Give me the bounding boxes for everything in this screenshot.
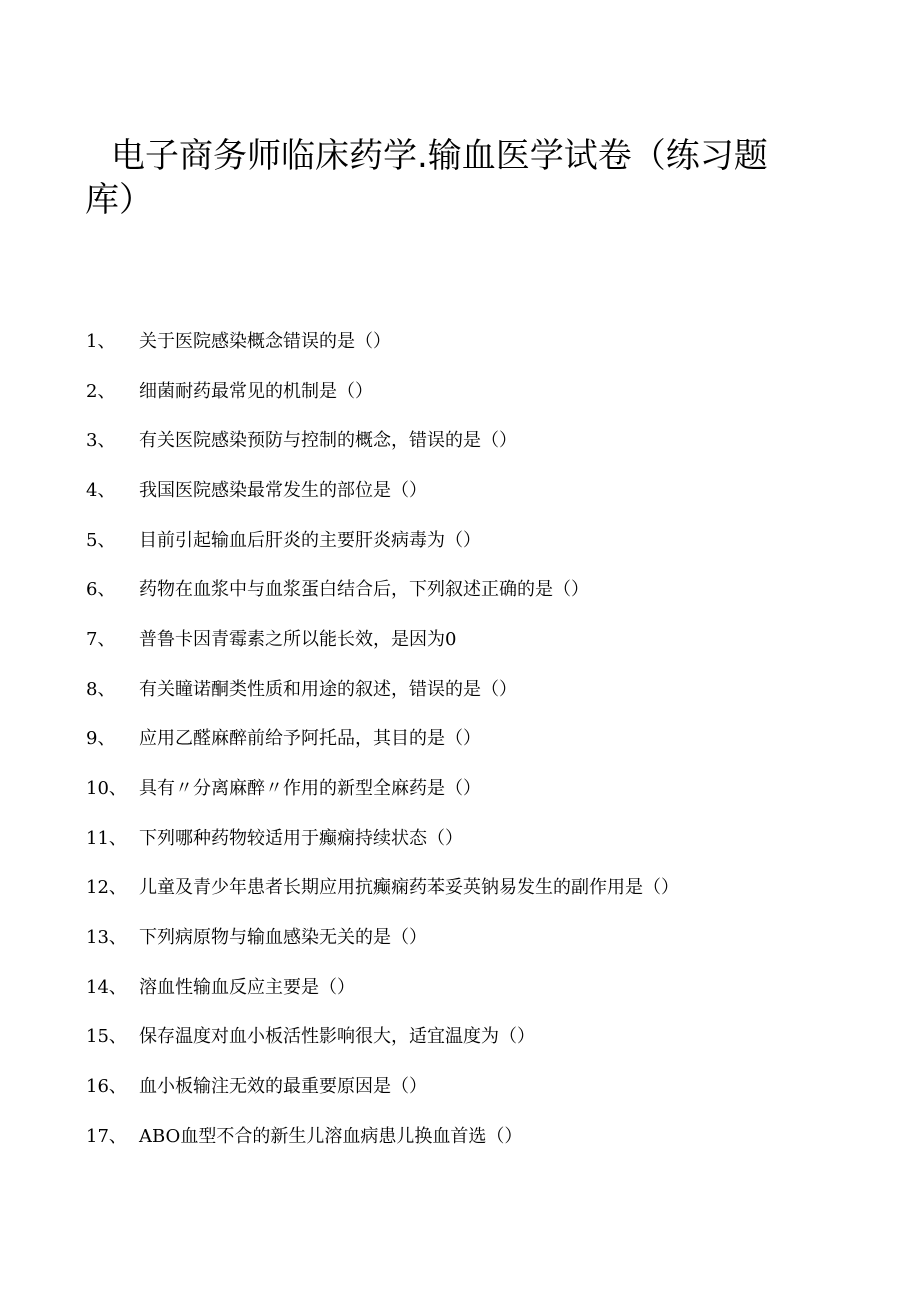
question-number: 8、 [86,678,116,700]
question-text: 应用乙醛麻醉前给予阿托品，其目的是（） [139,728,481,750]
question-text: 有关医院感染预防与控制的概念，错误的是（） [139,430,517,452]
page-title: 电子商务师临床药学.输血医学试卷（练习题库） [85,136,768,220]
question-item [86,365,886,415]
question-text: 有关瞳诺酮类性质和用途的叙述，错误的是（） [139,678,517,700]
question-item [86,663,886,713]
question-number: 5、 [86,529,116,551]
question-number: 1、 [86,330,116,352]
question-number: 6、 [86,579,116,601]
question-text: 我国医院感染最常发生的部位是（） [139,479,427,501]
question-number: 9、 [86,728,116,750]
question-item [86,315,886,365]
question-number: 7、 [86,628,116,650]
question-item [86,514,886,564]
question-item [86,862,886,912]
question-text: 药物在血浆中与血浆蛋白结合后，下列叙述正确的是（） [139,579,589,601]
question-item [86,563,886,613]
question-number: 14、 [86,976,127,998]
question-text: 血小板输注无效的最重要原因是（） [139,1076,427,1098]
question-number: 3、 [86,430,116,452]
question-number: 17、 [86,1125,127,1147]
question-text: 下列哪种药物较适用于癫痫持续状态（） [139,827,463,849]
question-number: 2、 [86,380,116,402]
question-item [86,961,886,1011]
question-text: 下列病原物与输血感染无关的是（） [139,927,427,949]
question-text: 溶血性输血反应主要是（） [139,976,355,998]
question-item [86,713,886,763]
question-item [86,464,886,514]
question-text: 关于医院感染概念错误的是（） [139,330,391,352]
question-text: 儿童及青少年患者长期应用抗癫痫药苯妥英钠易发生的副作用是（） [139,877,679,899]
question-number: 16、 [86,1076,127,1098]
question-item [86,1011,886,1061]
question-item [86,613,886,663]
question-item [86,1110,886,1160]
question-number: 13、 [86,927,127,949]
question-text: ABO血型不合的新生儿溶血病患儿换血首选（） [139,1125,523,1147]
question-item [86,414,886,464]
question-number: 15、 [86,1026,127,1048]
question-number: 11、 [86,827,127,849]
question-text: 细菌耐药最常见的机制是（） [139,380,373,402]
question-list [86,315,886,1160]
question-item [86,1060,886,1110]
question-item [86,812,886,862]
question-number: 4、 [86,479,116,501]
question-text: 普鲁卡因青霉素之所以能长效，是因为0 [139,628,457,650]
question-item [86,911,886,961]
question-text: 具有〃分离麻醉〃作用的新型全麻药是（） [139,778,481,800]
question-text: 目前引起输血后肝炎的主要肝炎病毒为（） [139,529,481,551]
question-number: 12、 [86,877,127,899]
question-item [86,762,886,812]
question-number: 10、 [86,778,127,800]
question-text: 保存温度对血小板活性影响很大，适宜温度为（） [139,1026,535,1048]
